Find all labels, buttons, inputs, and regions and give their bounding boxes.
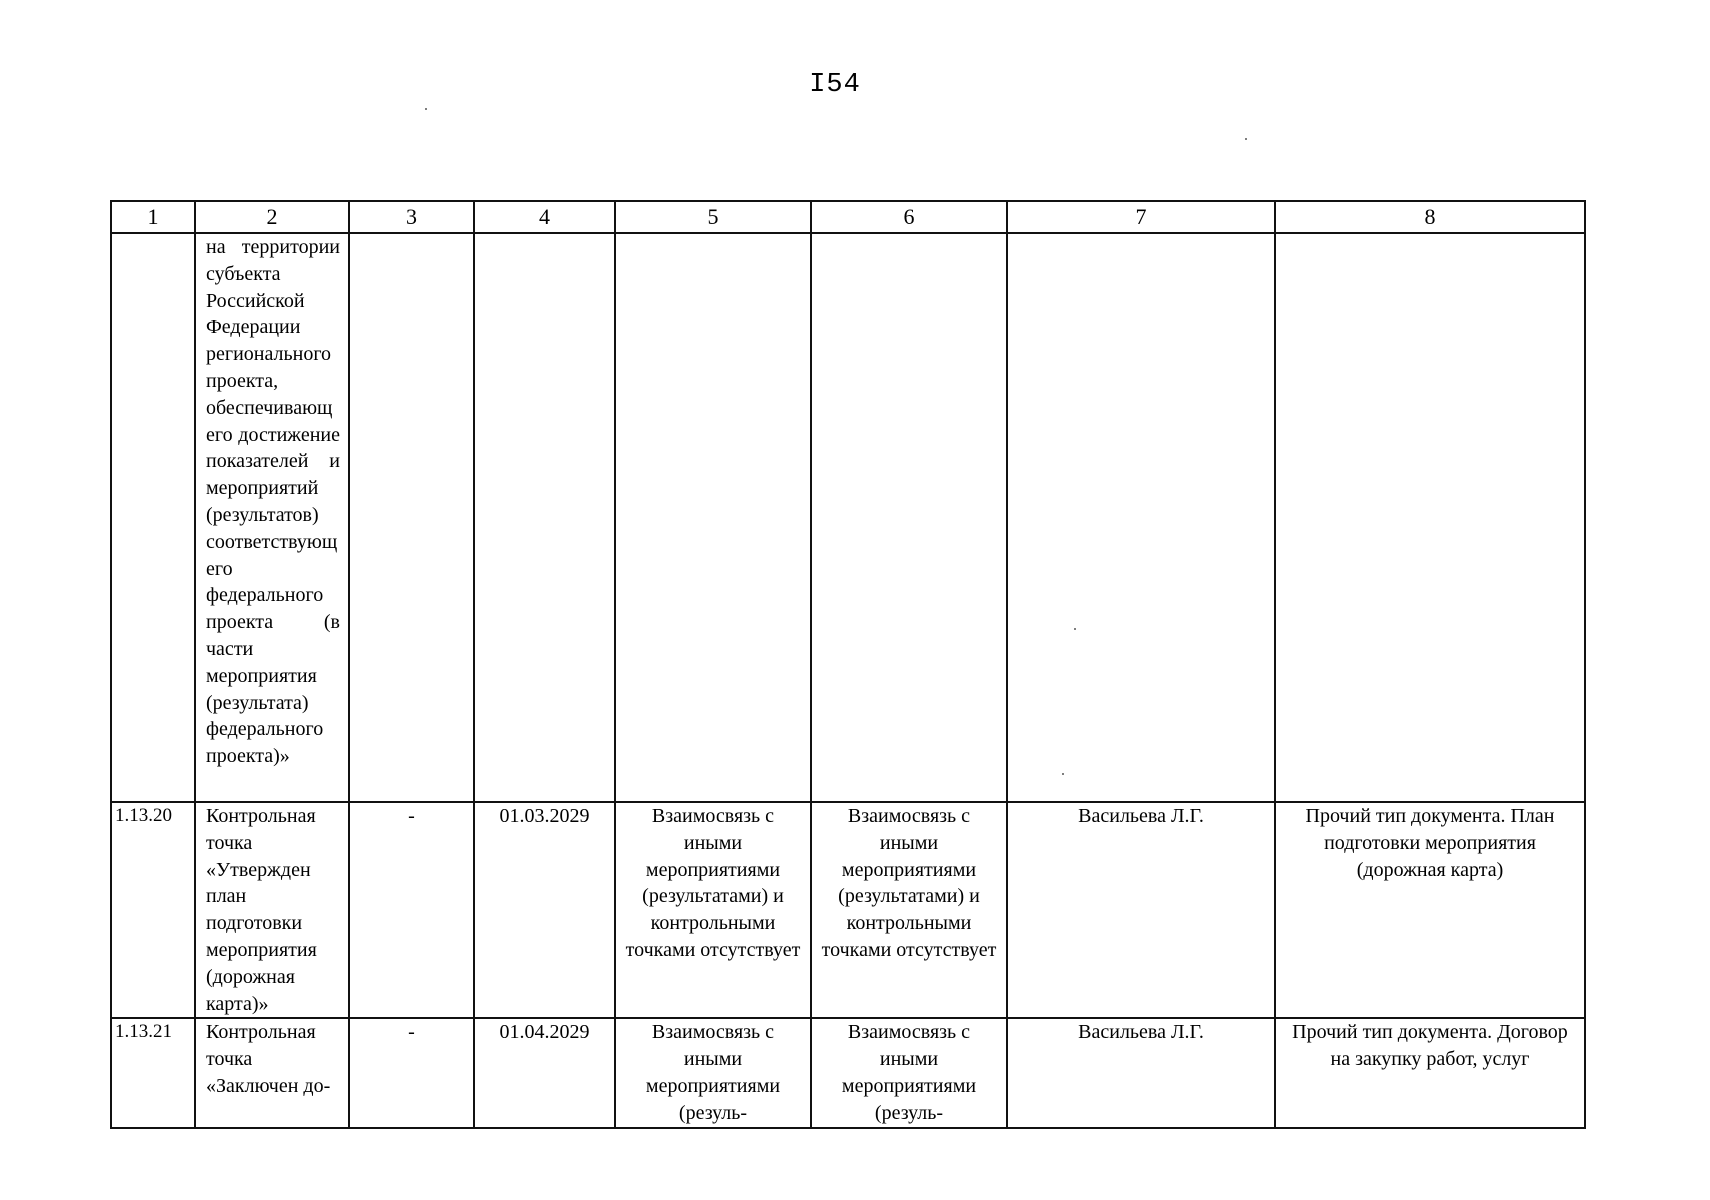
cell-date: 01.04.2029 (474, 1018, 615, 1127)
page-number: I54 (809, 70, 861, 100)
column-header-1: 1 (111, 201, 195, 233)
column-header-7: 7 (1007, 201, 1275, 233)
cell-col6: Взаимосвязь с иными мероприятиями (результатами) и контрольными точками отсутствует (811, 802, 1007, 1018)
column-header-2: 2 (195, 201, 349, 233)
cell-name: Контрольная точка «Утвержден план подготовки мероприятия (дорожная карта)» (195, 802, 349, 1018)
cell-date (474, 233, 615, 802)
cell-number (111, 233, 195, 802)
cell-col6: Взаимосвязь с иными мероприятиями (резуль- (811, 1018, 1007, 1127)
table-row (111, 802, 1585, 1018)
cell-col5: Взаимосвязь с иными мероприятиями (резуль- (615, 1018, 811, 1127)
cell-name: на территории субъекта Российской Федерации регионального проекта, обеспечивающего достижение показателей и мероприятий (результатов) соответствующего федерального проекта (в части мероприятия (результата) федерального проекта)» (195, 233, 349, 802)
column-header-8: 8 (1275, 201, 1585, 233)
table-header-row (111, 201, 1585, 233)
cell-col5 (615, 233, 811, 802)
cell-document-type: Прочий тип документа. План подготовки мероприятия (дорожная карта) (1275, 802, 1585, 1018)
cell-number: 1.13.21 (111, 1018, 195, 1127)
column-header-6: 6 (811, 201, 1007, 233)
cell-date: 01.03.2029 (474, 802, 615, 1018)
scan-speck (425, 108, 427, 110)
cell-document-type (1275, 233, 1585, 802)
cell-document-type: Прочий тип документа. Договор на закупку работ, услуг (1275, 1018, 1585, 1127)
cell-col3: - (349, 802, 474, 1018)
table-row (111, 1018, 1585, 1127)
cell-col3: - (349, 1018, 474, 1127)
cell-responsible (1007, 233, 1275, 802)
cell-name: Контрольная точка «Заключен до- (195, 1018, 349, 1127)
column-header-4: 4 (474, 201, 615, 233)
scan-speck (1245, 138, 1247, 140)
plan-table (110, 200, 1586, 1129)
cell-responsible: Васильева Л.Г. (1007, 802, 1275, 1018)
column-header-5: 5 (615, 201, 811, 233)
cell-responsible: Васильева Л.Г. (1007, 1018, 1275, 1127)
cell-col3 (349, 233, 474, 802)
table-row-continuation (111, 233, 1585, 802)
column-header-3: 3 (349, 201, 474, 233)
cell-number: 1.13.20 (111, 802, 195, 1018)
cell-col6 (811, 233, 1007, 802)
cell-col5: Взаимосвязь с иными мероприятиями (результатами) и контрольными точками отсутствует (615, 802, 811, 1018)
